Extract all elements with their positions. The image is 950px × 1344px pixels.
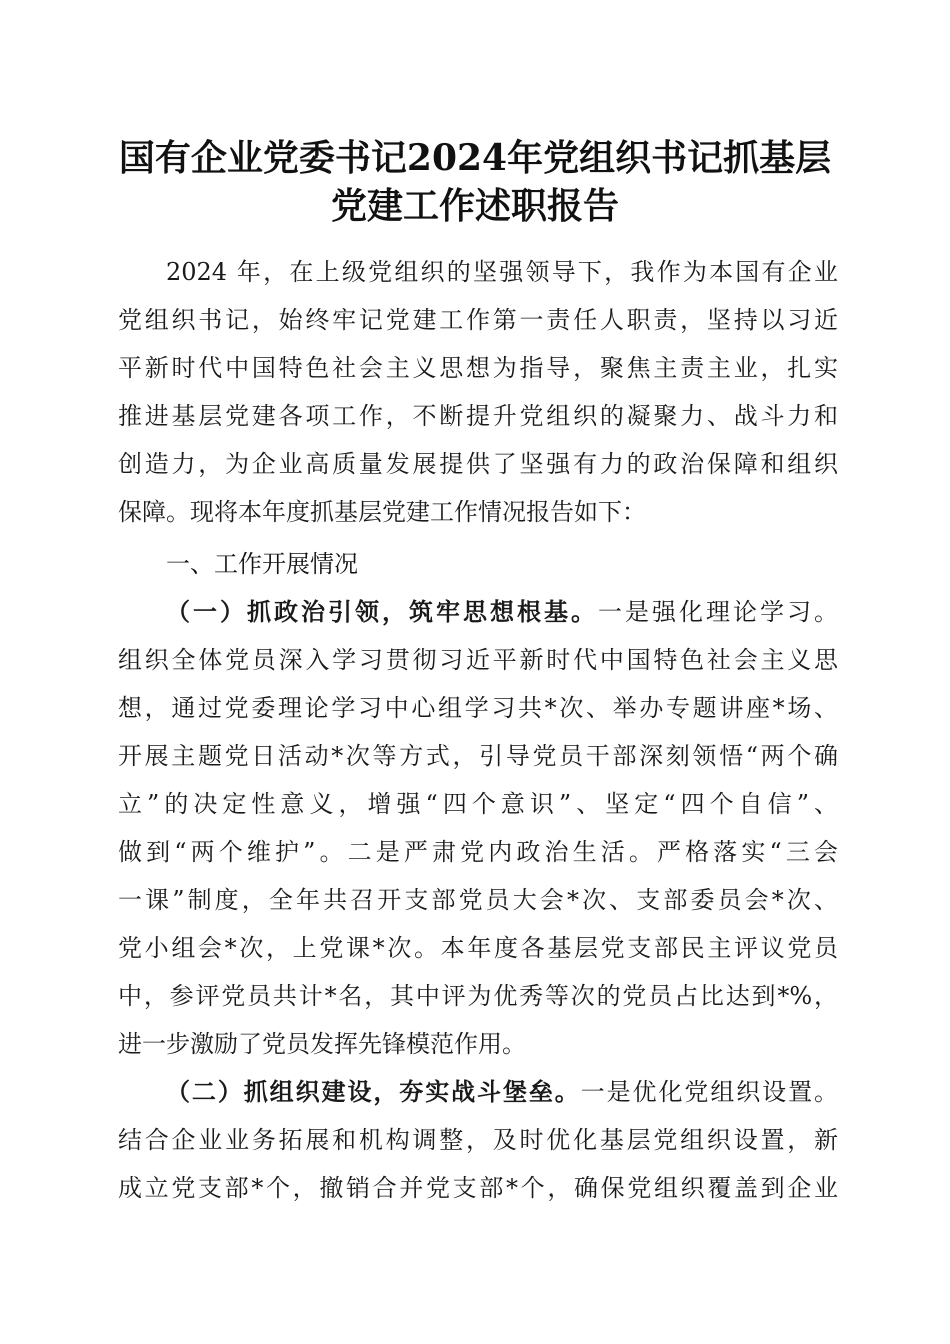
subsection-1-heading: （一）抓政治引领，筑牢思想根基。 [166, 597, 598, 626]
body-line: 想，通过党委理论学习中心组学习共*次、举办专题讲座*场、 [118, 694, 838, 722]
intro-line: 平新时代中国特色社会主义思想为指导，聚焦主责主业，扎实 [118, 354, 838, 382]
body-line: 结合企业业务拓展和机构调整，及时优化基层党组织设置，新 [118, 1126, 838, 1154]
body-line: 组织全体党员深入学习贯彻习近平新时代中国特色社会主义思 [118, 646, 838, 674]
document-title-line-1: 国有企业党委书记2024年党组织书记抓基层 [118, 137, 832, 179]
intro-line: 保障。现将本年度抓基层党建工作情况报告如下： [118, 498, 646, 526]
intro-line: 党组织书记，始终牢记党建工作第一责任人职责，坚持以习近 [118, 306, 838, 334]
section-heading: 一、工作开展情况 [166, 550, 358, 578]
intro-line: 推进基层党建各项工作，不断提升党组织的凝聚力、战斗力和 [118, 402, 838, 430]
subsection-2-heading: （二）抓组织建设，夯实战斗堡垒。 [166, 1077, 581, 1106]
intro-line: 2024 年，在上级党组织的坚强领导下，我作为本国有企业 [166, 258, 838, 286]
body-line: 党小组会*次，上党课*次。本年度各基层党支部民主评议党员 [118, 934, 838, 962]
body-line: 一课”制度，全年共召开支部党员大会*次、支部委员会*次、 [118, 886, 838, 914]
body-line: 做到“两个维护”。二是严肃党内政治生活。严格落实“三会 [118, 838, 838, 866]
body-line: 立”的决定性意义，增强“四个意识”、坚定“四个自信”、 [118, 790, 838, 818]
body-line: 开展主题党日活动*次等方式，引导党员干部深刻领悟“两个确 [118, 742, 838, 770]
body-line: 成立党支部*个，撤销合并党支部*个，确保党组织覆盖到企业 [118, 1174, 838, 1202]
subsection-2-first-line [166, 1076, 838, 1108]
body-line: 中，参评党员共计*名，其中评为优秀等次的党员占比达到*%， [118, 982, 838, 1010]
document-title-line-2: 党建工作述职报告 [330, 185, 619, 227]
subsection-2-first-text: 一是优化党组织设置。 [580, 1078, 838, 1106]
intro-line: 创造力，为企业高质量发展提供了坚强有力的政治保障和组织 [118, 450, 838, 478]
subsection-1-first-line [166, 596, 838, 628]
subsection-1-first-text: 一是强化理论学习。 [598, 598, 838, 626]
body-line: 进一步激励了党员发挥先锋模范作用。 [118, 1030, 526, 1058]
